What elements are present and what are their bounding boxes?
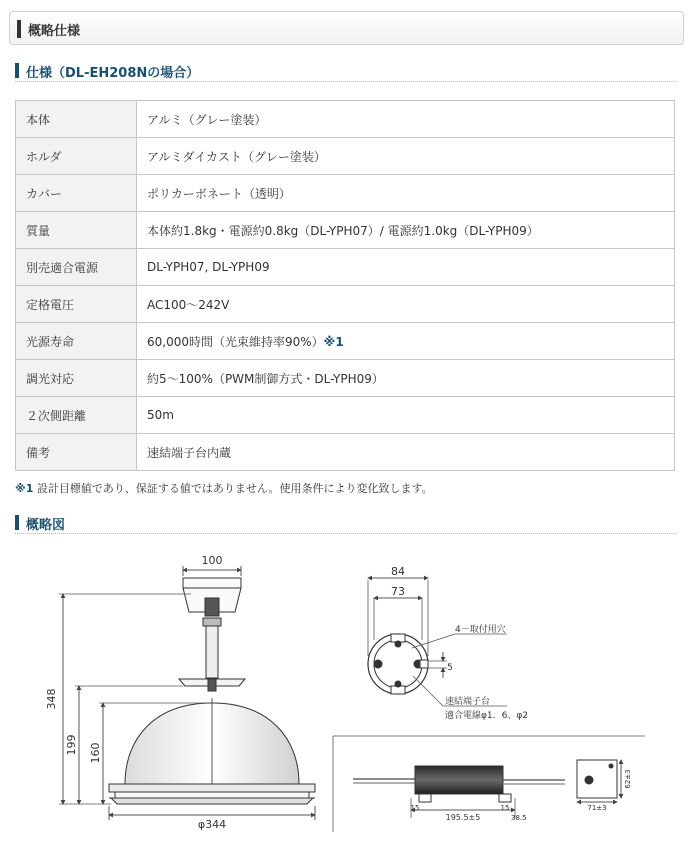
spec-value: アルミ（グレー塗装） [137,101,675,138]
diagram-heading-text: 概略図 [26,518,66,533]
table-row [16,286,675,323]
holder-socket [205,598,219,616]
dim-top-width: 100 [201,554,223,567]
spec-key: 別売適合電源 [16,249,137,286]
dim-height-total: 348 [45,688,58,710]
table-row [16,249,675,286]
spec-key: 調光対応 [16,360,137,397]
spec-value: 本体約1.8kg・電源約0.8kg（DL-YPH07）/ 電源約1.0kg（DL-YPH09） [137,212,675,249]
holder-top-view [368,578,507,706]
spec-value: アルミダイカスト（グレー塗装） [137,138,675,175]
dim-outer-width: 84 [391,565,405,578]
spec-key: 光源寿命 [16,323,137,360]
table-row [16,138,675,175]
psu-box-width: 71±3 [587,804,607,812]
table-row [16,434,675,471]
spec-value: ポリカーボネート（透明） [137,175,675,212]
footnote-mark: ※1 [323,334,344,349]
table-row [16,323,675,360]
page-title-box [9,11,684,45]
table-row [16,212,675,249]
spec-value: 速結端子台内蔵 [137,434,675,471]
footnote-mark: ※1 [15,482,34,495]
diagram-section-heading [15,514,676,534]
dim-small: 5 [447,663,453,673]
spec-heading-text: 仕様（DL-EH208Nの場合） [26,66,200,81]
psu-body [415,766,503,794]
spec-key: 本体 [16,101,137,138]
dim-diameter: φ344 [197,818,227,831]
spec-value: AC100～242V [137,286,675,323]
spec-value: 約5～100%（PWM制御方式・DL-YPH09） [137,360,675,397]
table-row [16,101,675,138]
dim-inner-width: 73 [391,585,405,598]
table-row [16,360,675,397]
spec-section-heading [15,62,676,82]
footnote [15,480,433,496]
dim-height-lens: 160 [89,742,102,764]
psu-box-height: 62±3 [624,769,632,789]
heading-accent-bar [15,515,19,530]
psu-dim-right-b: 38.5 [511,814,527,822]
footnote-text: 設計目標値であり、保証する値ではありません。使用条件により変化致します。 [33,482,433,495]
spec-key: カバー [16,175,137,212]
table-row [16,397,675,434]
front-view [59,566,315,820]
spec-key: ホルダ [16,138,137,175]
heading-accent-bar [15,63,19,78]
power-supply-view [333,736,645,832]
dim-height-shade: 199 [65,734,78,756]
psu-dim-left: 15 [410,804,420,812]
psu-dim-length: 195.5±5 [445,813,481,822]
spec-key: 定格電圧 [16,286,137,323]
spec-value: DL-YPH07, DL-YPH09 [137,249,675,286]
spec-value [137,323,675,360]
outline-drawing [15,548,675,838]
spec-key: 質量 [16,212,137,249]
spec-key: ２次側距離 [16,397,137,434]
page-title: 概略仕様 [28,24,81,39]
spec-value: 50m [137,397,675,434]
spec-value-text: 60,000時間（光束維持率90%） [147,334,324,349]
table-row [16,175,675,212]
title-accent-bar [17,20,21,38]
wire-label: 適合電線φ1．6、φ2 [445,711,529,721]
spec-table [15,100,675,471]
terminal-label: 速結端子台 [445,697,491,707]
psu-dim-right-a: 15 [500,804,510,812]
hole-label: 4－取付用穴 [455,625,506,635]
spec-key: 備考 [16,434,137,471]
